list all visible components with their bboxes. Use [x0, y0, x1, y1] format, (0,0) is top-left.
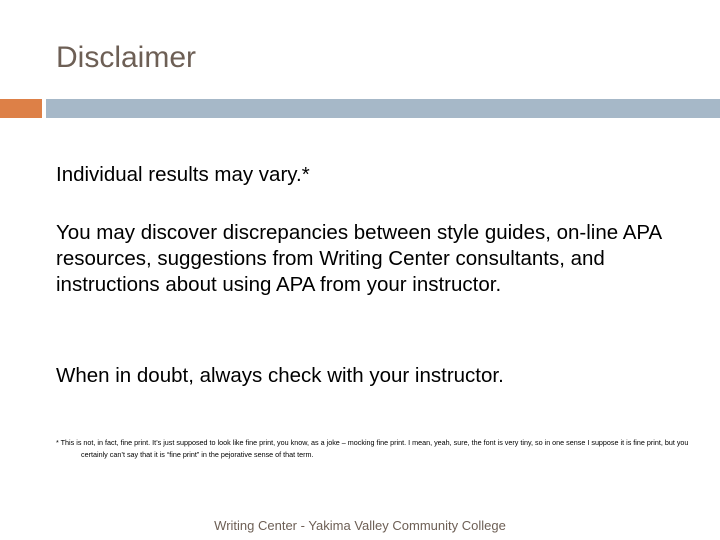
footer-text: Writing Center - Yakima Valley Community College — [214, 518, 506, 533]
accent-bar — [0, 99, 42, 118]
title-rule-bar — [46, 99, 720, 118]
paragraph-discrepancies: You may discover discrepancies between style guides, on-line APA resources, suggestions from Writing Center consultants, and instructions about using APA from your instructor. — [56, 221, 662, 296]
footnote: * This is not, in fact, fine print. It’s just supposed to look like fine print, you know, as a joke – mocking fine print. I mean, yeah, sure, the font is very tiny, so in one sense I suppose it is fine print, but you certainly can’t say that it is “fine print” in the pejorative sense of that term. — [56, 438, 689, 459]
slide-footer — [0, 517, 720, 535]
slide-title: Disclaimer — [56, 41, 197, 74]
paragraph-check-instructor: When in doubt, always check with your instructor. — [56, 364, 504, 387]
paragraph-results-vary: Individual results may vary.* — [56, 163, 310, 186]
